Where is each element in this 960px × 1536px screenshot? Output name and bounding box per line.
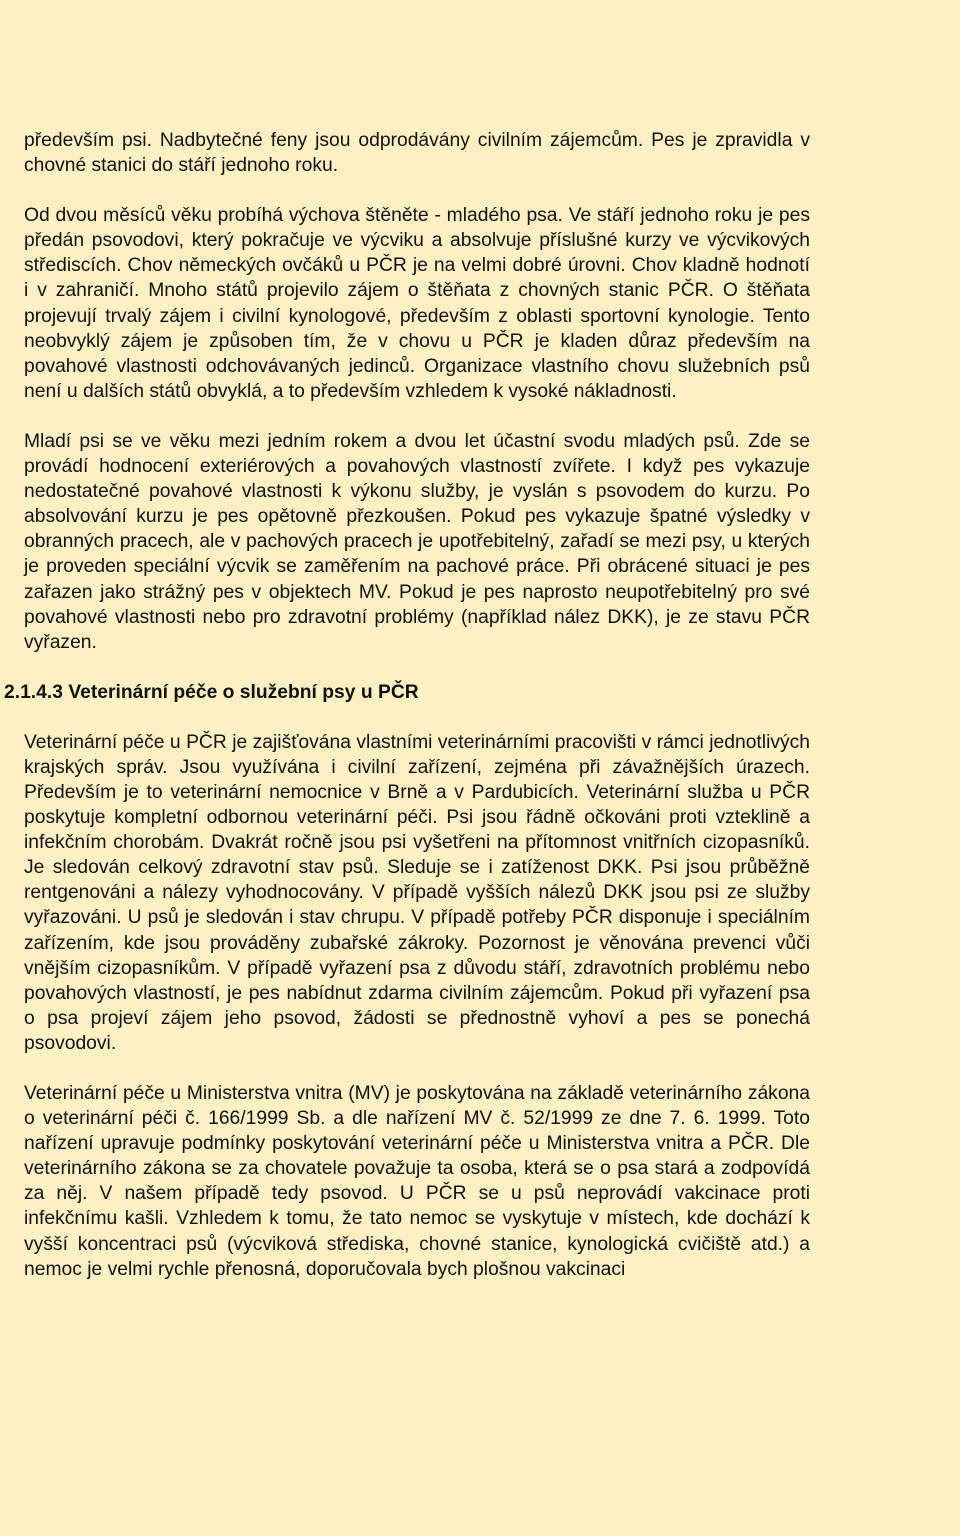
document-page	[4, 128, 810, 1282]
paragraph-veterinary-care-mv: Veterinární péče u Ministerstva vnitra (MV) je poskytována na základě veterinárního zákona o veterinární péči č. 166/1999 Sb. a dle nařízení MV č. 52/1999 ze dne 7. 6. 1999. Toto nařízení upravuje podmínky poskytování veterinární péče u Ministerstva vnitra a PČR. Dle veterinárního zákona se za chovatele považuje ta osoba, která se o psa stará a zodpovídá za něj. V našem případě tedy psovod. U PČR se u psů neprovádí vakcinace proti infekčnímu kašli. Vzhledem k tomu, že tato nemoc se vyskytuje v místech, kde dochází k vyšší koncentraci psů (výcviková střediska, chovné stanice, kynologická cvičiště atd.) a nemoc je velmi rychle přenosná, doporučovala bych plošnou vakcinaci	[24, 1083, 810, 1280]
paragraph-puppy-upbringing: Od dvou měsíců věku probíhá výchova štěněte - mladého psa. Ve stáří jednoho roku je pes předán psovodovi, který pokračuje ve výcviku a absolvuje příslušné kurzy ve výcvikových střediscích. Chov německých ovčáků u PČR je na velmi dobré úrovni. Chov kladně hodnotí i v zahraničí. Mnoho států projevilo zájem o štěňata z chovných stanic PČR. O štěňata projevují trvalý zájem i civilní kynologové, především z oblasti sportovní kynologie. Tento neobvyklý zájem je způsoben tím, že v chovu u PČR je kladen důraz především na povahové vlastnosti odchovávaných jedinců. Organizace vlastního chovu služebních psů není u dalších států obvyklá, a to především vzhledem k vysoké nákladnosti.	[24, 205, 810, 402]
paragraph-spacer	[24, 404, 810, 429]
heading-spacer	[24, 705, 810, 730]
paragraph-spacer	[24, 178, 810, 203]
paragraph-veterinary-care-pcr: Veterinární péče u PČR je zajišťována vlastními veterinárními pracovišti v rámci jednotlivých krajských správ. Jsou využívána i civilní zařízení, zejména při závažnějších úrazech. Především je to veterinární nemocnice v Brně a v Pardubicích. Veterinární služba u PČR poskytuje kompletní odbornou veterinární péči. Psi jsou řádně očkováni proti vzteklině a infekčním chorobám. Dvakrát ročně jsou psi vyšetřeni na přítomnost vnitřních cizopasníků. Je sledován celkový zdravotní stav psů. Sleduje se i zatíženost DKK. Psi jsou průběžně rentgenováni a nálezy vyhodnocovány. V případě vyšších nálezů DKK jsou psi ze služby vyřazováni. U psů je sledován i stav chrupu. V případě potřeby PČR disponuje i speciálním zařízením, kde jsou prováděny zubařské zákroky. Pozornost je věnována prevenci vůči vnějším cizopasníkům. V případě vyřazení psa z důvodu stáří, zdravotních problému nebo povahových vlastností, je pes nabídnut zdarma civilním zájemcům. Pokud při vyřazení psa o psa projeví zájem jeho psovod, žádosti se přednostně vyhoví a pes se ponechá psovodovi.	[24, 731, 810, 1054]
heading-spacer	[24, 655, 810, 680]
section-heading: 2.1.4.3 Veterinární péče o služební psy u PČR	[4, 681, 419, 703]
paragraph-intro-continuation: především psi. Nadbytečné feny jsou odprodávány civilním zájemcům. Pes je zpravidla v chovné stanici do stáří jednoho roku.	[24, 130, 810, 177]
paragraph-spacer	[24, 1056, 810, 1081]
paragraph-young-dogs-evaluation: Mladí psi se ve věku mezi jedním rokem a dvou let účastní svodu mladých psů. Zde se provádí hodnocení exteriérových a povahových vlastností zvířete. I když pes vykazuje nedostatečné povahové vlastnosti k výkonu služby, je vyslán s psovodem do kurzu. Po absolvování kurzu je pes opětovně přezkoušen. Pokud pes vykazuje špatné výsledky v obranných pracech, ale v pachových pracech je upotřebitelný, zařadí se mezi psy, u kterých je proveden speciální výcvik se zaměřením na pachové práce. Při obrácené situaci je pes zařazen jako strážný pes v objektech MV. Pokud je pes naprosto neupotřebitelný pro své povahové vlastnosti nebo pro zdravotní problémy (například nález DKK), je ze stavu PČR vyřazen.	[24, 430, 810, 653]
